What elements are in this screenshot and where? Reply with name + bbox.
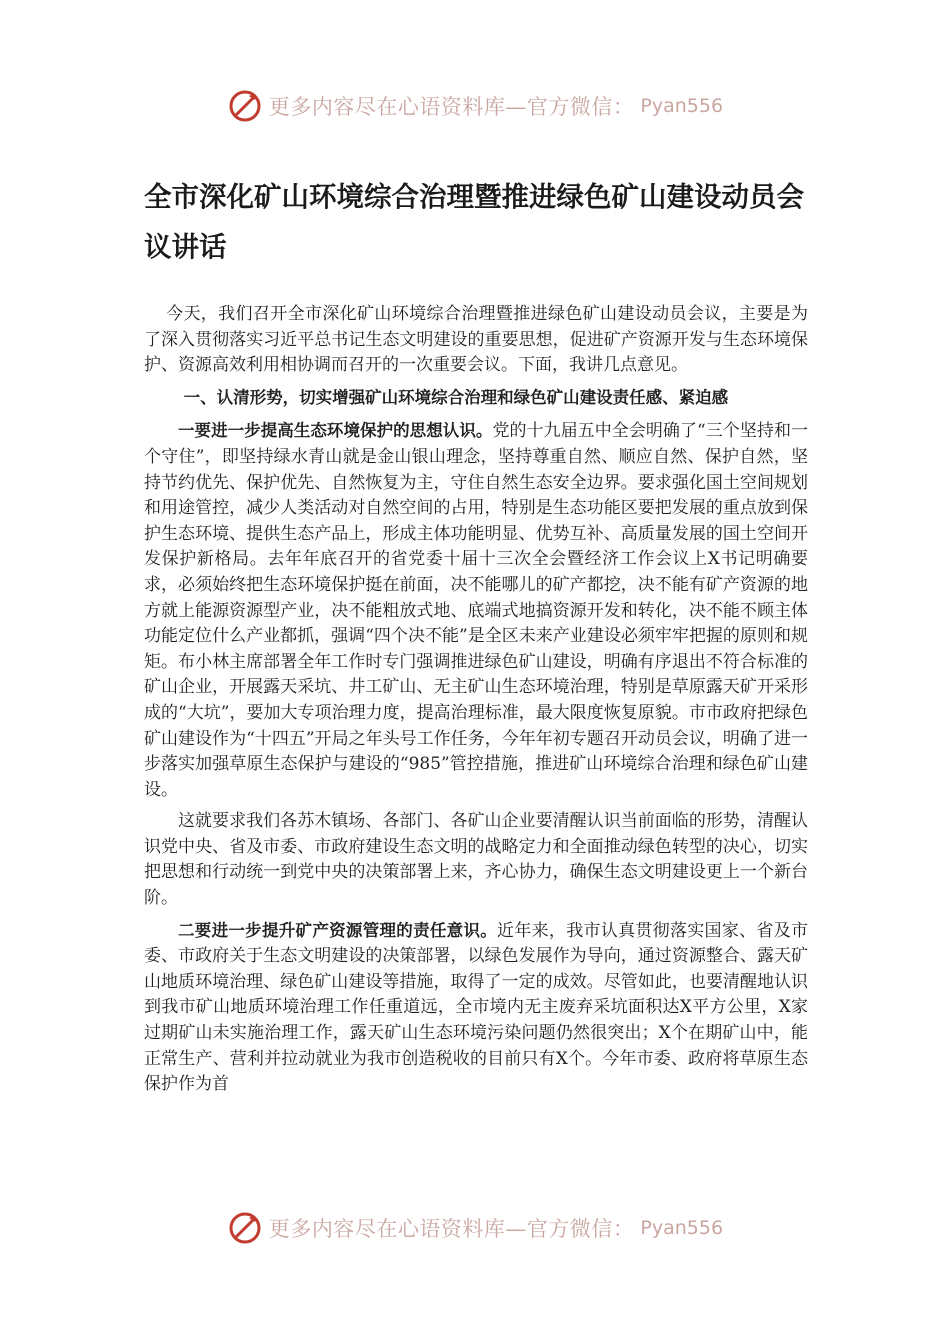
point-1-lead: 一要进一步提高生态环境保护的思想认识。 (178, 421, 493, 441)
intro-paragraph: 今天，我们召开全市深化矿山环境综合治理暨推进绿色矿山建设动员会议，主要是为了深入贯彻落实习近平总书记生态文明建设的重要思想，促进矿产资源开发与生态环境保护、资源高效利用相协调而召开的一次重要会议。下面，我讲几点意见。 (144, 304, 808, 376)
section-heading: 一、认清形势，切实增强矿山环境综合治理和绿色矿山建设责任感、紧迫感 (183, 387, 729, 407)
paragraph-2: 这就要求我们各苏木镇场、各部门、各矿山企业要清醒认识当前面临的形势，清醒认识党中央、省及市委、市政府建设生态文明的战略定力和全面推动绿色转型的决心，切实把思想和行动统一到党中央的决策部署上来，齐心协力，确保生态文明建设更上一个新台阶。 (144, 811, 808, 909)
watermark-banner-top (0, 84, 950, 128)
document-body (144, 172, 808, 1104)
watermark-text: 更多内容尽在心语资料库—官方微信： (268, 1217, 635, 1241)
brush-logo-icon (227, 1210, 263, 1246)
document-title: 全市深化矿山环境综合治理暨推进绿色矿山建设动员会议讲话 (144, 181, 804, 263)
point-2-text: 近年来，我市认真贯彻落实国家、省及市委、市政府关于生态文明建设的决策部署，以绿色发展作为导向，通过资源整合、露天矿山地质环境治理、绿色矿山建设等措施，取得了一定的成效。尽管如此，也要清醒地认识到我市矿山地质环境治理工作任重道远，全市境内无主废弃采坑面积达X平方公里，X家过期矿山未实施治理工作，露天矿山生态环境污染问题仍然很突出；X个在期矿山中，能正常生产、营利并拉动就业为我市创造税收的目前只有X个。今年市委、政府将草原生态保护作为首 (144, 920, 809, 1095)
paragraph-point-1 (144, 418, 808, 803)
watermark-text: 更多内容尽在心语资料库—官方微信： (268, 95, 635, 119)
paragraph-point-2 (144, 918, 808, 1098)
point-2-lead: 二要进一步提升矿产资源管理的责任意识。 (178, 920, 498, 940)
point-1-text: 党的十九届五中全会明确了“三个坚持和一个守住”，即坚持绿水青山就是金山银山理念，坚持尊重自然、顺应自然、保护自然，坚持节约优先、保护优先、自然恢复为主，守住自然生态安全边界。要求强化国土空间规划和用途管控，减少人类活动对自然空间的占用，特别是生态功能区要把发展的重点放到保护生态环境、提供生态产品上，形成主体功能明显、优势互补、高质量发展的国土空间开发保护新格局。去年年底召开的省党委十届十三次全会暨经济工作会议上X书记明确要求，必须始终把生态环境保护挺在前面，决不能哪儿的矿产都挖，决不能有矿产资源的地方就上能源资源型产业，决不能粗放式地、底端式地搞资源开发和转化，决不能不顾主体功能定位什么产业都抓，强调“四个决不能”是全区未来产业建设必须牢牢把握的原则和规矩。布小林主席部署全年工作时专门强调推进绿色矿山建设，明确有序退出不符合标准的矿山企业，开展露天采坑、井工矿山、无主矿山生态环境治理，特别是草原露天矿开采形成的“大坑”，要加大专项治理力度，提高治理标准，最大限度恢复原貌。市市政府把绿色矿山建设作为“十四五”开局之年头号工作任务，今年年初专题召开动员会议，明确了进一步落实加强草原生态保护与建设的“985”管控措施，推进矿山环境综合治理和绿色矿山建设。 (144, 421, 809, 800)
brush-logo-icon (227, 88, 263, 124)
watermark-wechat-id: Pyan556 (640, 95, 724, 117)
watermark-banner-bottom (0, 1206, 950, 1250)
watermark-wechat-id: Pyan556 (640, 1217, 724, 1239)
